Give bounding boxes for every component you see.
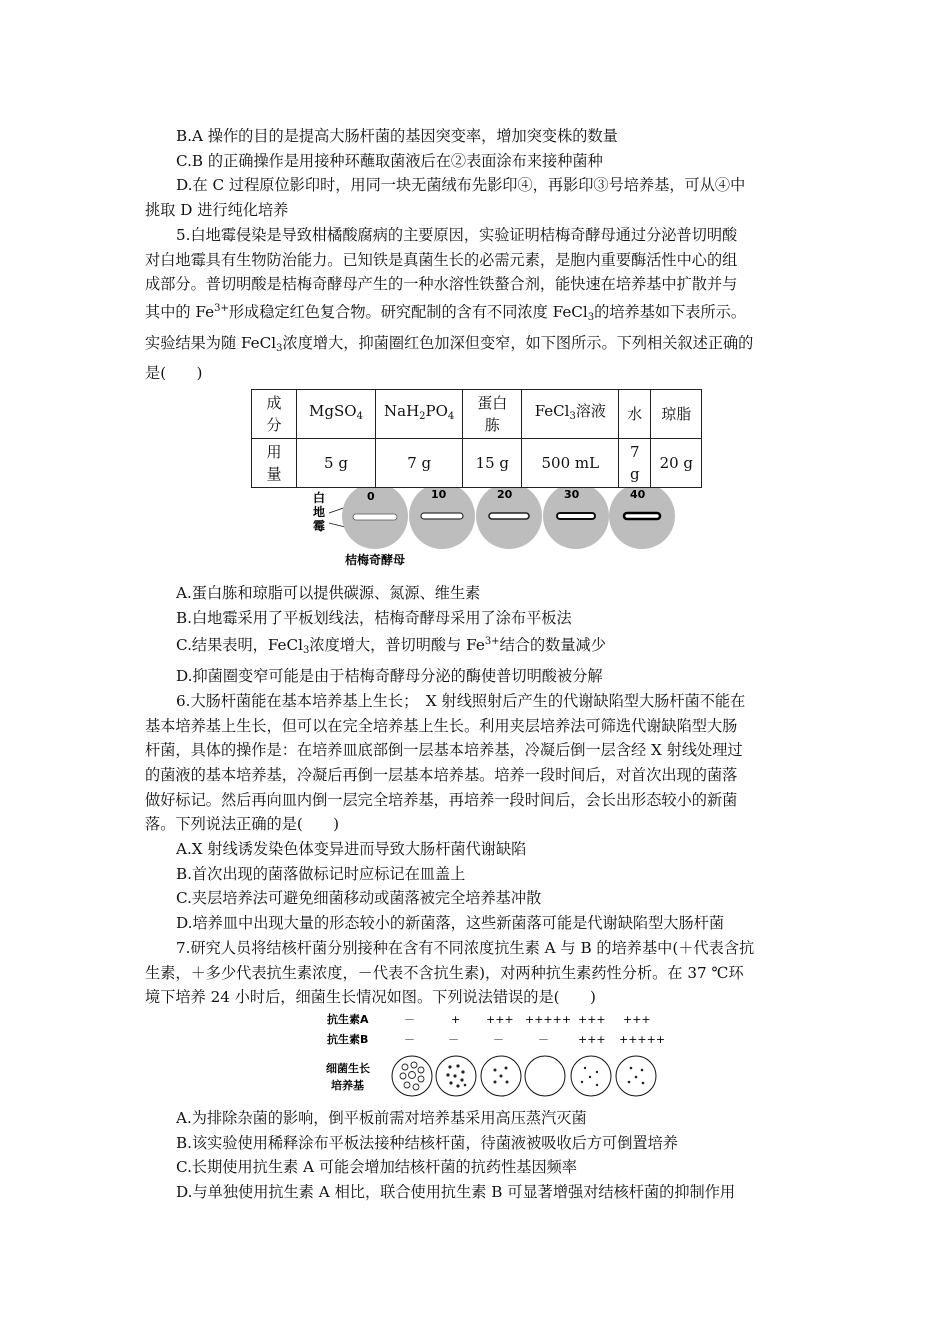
table-header-peptone: 蛋白 胨: [463, 390, 522, 439]
petri-dish-4: [525, 1056, 565, 1096]
q6-stem-1: 6.大肠杆菌能在基本培养基上生长； X 射线照射后产生的代谢缺陷型大肠杆菌不能在: [176, 691, 746, 710]
q5-stem-4: 其中的 $Fe^{3+}$形成稳定红色复合物。研究配制的含有不同浓度 FeCl$_3$的培养基如下表所示。: [145, 302, 747, 323]
q6-stem-4: 的菌液的基本培养基，冷凝后再倒一层基本培养基。培养一段时间后，对首次出现的菌落: [145, 765, 738, 784]
plate-40: [609, 488, 675, 549]
petri-dish-5: [571, 1056, 611, 1096]
table-cell: 7 g: [619, 439, 651, 488]
q7-stem-3: 境下培养 24 小时后，细菌生长情况如图。下列说法错误的是( ): [145, 988, 596, 1007]
yeast-streak: [624, 513, 660, 519]
conc-a: +++++: [525, 1012, 572, 1026]
inhibition-zone-svg: [145, 488, 810, 571]
colonies-dish-6: [628, 1067, 645, 1085]
table-header-fecl3: FeCl$_3$溶液: [522, 390, 619, 439]
plate-label: 20: [497, 488, 513, 502]
q6-stem-6: 落。下列说法正确的是( ): [145, 815, 340, 834]
q7-option-b: B.该实验使用稀释涂布平板法接种结核杆菌，待菌液被吸收后方可倒置培养: [176, 1133, 678, 1152]
figure-label-bai: 白: [313, 491, 326, 506]
q6-option-b: B.首次出现的菌落做标记时应标记在皿盖上: [176, 864, 466, 883]
figure-label-di: 地: [313, 505, 326, 520]
plate-label: 10: [431, 488, 447, 502]
medium-recipe-table: [251, 389, 702, 488]
table-header-mgso4: MgSO$_4$: [297, 390, 376, 439]
q5-option-a: A.蛋白胨和琼脂可以提供碳源、氮源、维生素: [176, 584, 481, 603]
conc-b: －: [448, 1032, 459, 1046]
colonies-dish-5: [581, 1067, 598, 1086]
plate-label: 0: [367, 490, 375, 504]
q7-stem-2: 生素，＋多少代表抗生素浓度，－代表不含抗生素)，对两种抗生素药性分析。在 37 ℃环: [145, 963, 744, 982]
antibiotic-svg: [145, 1010, 810, 1106]
conc-a: +++: [623, 1012, 651, 1026]
plate-label: 30: [564, 488, 580, 502]
table-header-ingredient: 成 分: [252, 390, 297, 439]
row-label-antibiotic-a: 抗生素A: [327, 1012, 369, 1026]
colonies-dish-2: [446, 1064, 466, 1087]
q5-option-b: B.白地霉采用了平板划线法，桔梅奇酵母采用了涂布平板法: [176, 608, 572, 627]
q4-option-b: B.A 操作的目的是提高大肠杆菌的基因突变率，增加突变株的数量: [176, 127, 618, 145]
figure-label-mei: 霉: [313, 519, 326, 534]
q7-option-a: A.为排除杂菌的影响，倒平板前需对培养基采用高压蒸汽灭菌: [176, 1108, 587, 1127]
q5-stem-3: 成部分。普切明酸是桔梅奇酵母产生的一种水溶性铁螯合剂，能快速在培养基中扩散并与: [145, 275, 738, 294]
conc-a: +++: [486, 1012, 514, 1026]
row-label-antibiotic-b: 抗生素B: [327, 1032, 369, 1046]
q6-stem-2: 基本培养基上生长，但可以在完全培养基上生长。利用夹层培养法可筛选代谢缺陷型大肠: [145, 716, 738, 735]
table-header-nah2po4: $NaH_2PO_4$: [376, 390, 463, 439]
q6-stem-5: 做好标记。然后再向皿内倒一层完全培养基，再培养一段时间后，会长出形态较小的新菌: [145, 790, 738, 809]
conc-b: －: [493, 1032, 504, 1046]
table-row-label-amount: 用 量: [252, 439, 297, 488]
conc-b: －: [404, 1032, 415, 1046]
q5-option-c: C.结果表明，FeCl$_3$浓度增大，普切明酸与 $Fe^{3+}$结合的数量减少: [176, 636, 606, 657]
q7-stem-1: 7.研究人员将结核杆菌分别接种在含有不同浓度抗生素 A 与 B 的培养基中(＋代表含抗: [176, 938, 755, 957]
yeast-streak: [353, 514, 397, 520]
colonies-dish-1: [400, 1062, 424, 1090]
row-label-growth: 细菌生长: [326, 1061, 370, 1075]
q5-stem-1: 5.白地霉侵染是导致柑橘酸腐病的主要原因，实验证明桔梅奇酵母通过分泌普切明酸: [176, 225, 738, 244]
conc-a: +++: [578, 1012, 606, 1026]
conc-b: －: [538, 1032, 549, 1046]
q7-option-d: D.与单独使用抗生素 A 相比，联合使用抗生素 B 可显著增强对结核杆菌的抑制作用: [176, 1183, 736, 1202]
q5-option-d: D.抑菌圈变窄可能是由于桔梅奇酵母分泌的酶使普切明酸被分解: [176, 667, 603, 686]
plate-label: 40: [630, 488, 646, 502]
q6-option-a: A.X 射线诱发染色体变异进而导致大肠杆菌代谢缺陷: [176, 840, 527, 859]
yeast-streak: [557, 513, 595, 519]
q6-option-d: D.培养皿中出现大量的形态较小的新菌落，这些新菌落可能是代谢缺陷型大肠杆菌: [176, 914, 725, 933]
conc-b: +++: [578, 1032, 606, 1046]
yeast-streak: [421, 513, 463, 519]
yeast-streak: [489, 513, 529, 519]
q6-option-c: C.夹层培养法可避免细菌移动或菌落被完全培养基冲散: [176, 889, 542, 908]
q4-option-d-cont: 挑取 D 进行纯化培养: [145, 201, 289, 220]
table-cell: 15 g: [463, 439, 522, 488]
conc-a: +: [451, 1012, 461, 1026]
conc-b: +++++: [619, 1032, 666, 1046]
table-header-water: 水: [619, 390, 651, 439]
q6-stem-3: 杆菌，具体的操作是：在培养皿底部倒一层基本培养基，冷凝后倒一层含经 X 射线处理过: [145, 741, 743, 760]
table-cell: 20 g: [651, 439, 702, 488]
q5-stem-2: 对白地霉具有生物防治能力。已知铁是真菌生长的必需元素，是胞内重要酶活性中心的组: [145, 250, 738, 269]
row-label-medium: 培养基: [331, 1078, 364, 1092]
exam-page: [145, 124, 810, 1205]
figure-label-yeast: 桔梅奇酵母: [345, 553, 406, 568]
q5-stem-6: 是( ): [145, 364, 203, 383]
table-cell: 500 mL: [522, 439, 619, 488]
table-cell: 7 g: [376, 439, 463, 488]
q4-option-d: D.在 C 过程原位影印时，用同一块无菌绒布先影印④，再影印③号培养基，可从④中: [176, 176, 746, 195]
colonies-dish-3: [494, 1066, 509, 1083]
q4-option-c: C.B 的正确操作是用接种环蘸取菌液后在②表面涂布来接种菌种: [176, 151, 603, 170]
q7-option-c: C.长期使用抗生素 A 可能会增加结核杆菌的抗药性基因频率: [176, 1158, 578, 1177]
plate-10: [409, 488, 475, 549]
q5-stem-5: 实验结果为随 FeCl$_3$浓度增大，抑菌圈红色加深但变窄，如下图所示。下列相关叙述正确的: [145, 333, 754, 354]
plate-30: [543, 488, 609, 549]
antibiotic-figure: [145, 1010, 810, 1106]
plate-20: [476, 488, 542, 549]
table-cell: 5 g: [297, 439, 376, 488]
conc-a: －: [404, 1012, 415, 1026]
table-header-agar: 琼脂: [651, 390, 702, 439]
petri-dish-1: [392, 1056, 432, 1096]
plate-0: [342, 488, 408, 549]
inhibition-zone-figure: [145, 488, 810, 571]
